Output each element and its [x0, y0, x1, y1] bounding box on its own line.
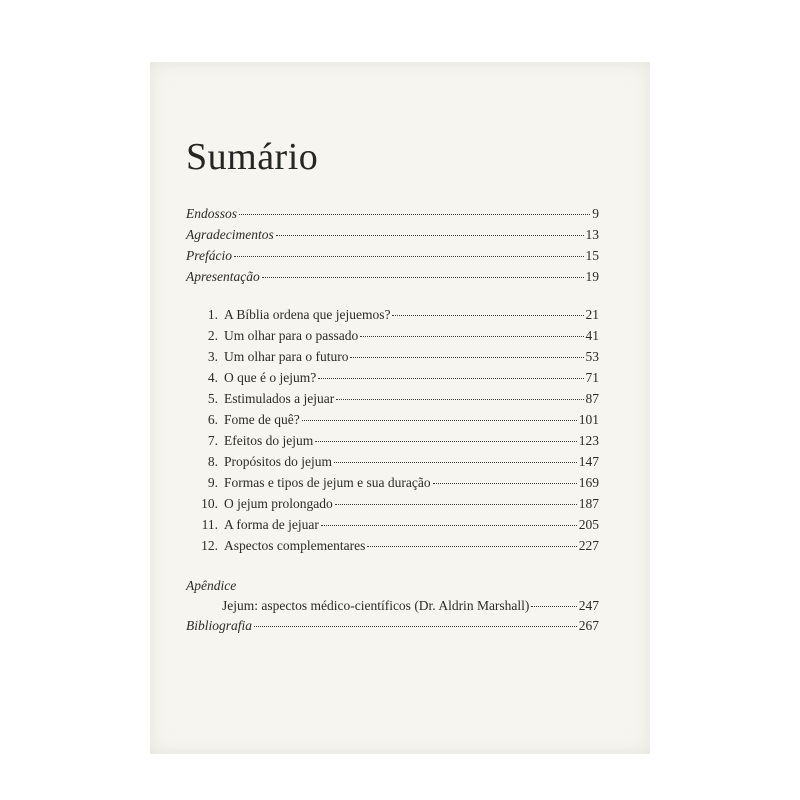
toc-chapter-7: [198, 432, 599, 450]
toc-entry-agradecimentos: [186, 226, 599, 244]
toc-entry-label: Agradecimentos: [186, 227, 274, 242]
chapter-number: 9.: [207, 475, 218, 490]
page-title: Sumário: [186, 136, 319, 178]
toc-chapter-3: [198, 348, 599, 366]
dot-leader: [239, 214, 590, 215]
chapter-label: Efeitos do jejum: [224, 433, 314, 448]
toc-chapter-5: [198, 390, 599, 408]
chapter-number: 11.: [201, 517, 218, 532]
toc-chapter-12: [198, 537, 599, 555]
chapter-number: 3.: [207, 349, 218, 364]
dot-leader: [360, 336, 583, 337]
toc-chapter-2: [198, 327, 599, 345]
chapter-label: Fome de quê?: [224, 412, 300, 427]
toc-chapter-8: [198, 453, 599, 471]
toc-chapter-11: [198, 516, 599, 534]
dot-leader: [531, 606, 576, 607]
toc-entry-bibliografia: [186, 617, 599, 635]
chapter-label: Um olhar para o passado: [224, 328, 359, 343]
dot-leader: [302, 420, 577, 421]
toc-entry-label: Apresentação: [186, 269, 260, 284]
dot-leader: [433, 483, 577, 484]
chapter-label: Propósitos do jejum: [224, 454, 333, 469]
chapter-number: 10.: [201, 496, 218, 511]
dot-leader: [234, 256, 584, 257]
chapter-page: 187: [578, 496, 599, 511]
dot-leader: [350, 357, 583, 358]
appendix-heading: Apêndice: [186, 578, 237, 593]
chapter-number: 5.: [207, 391, 218, 406]
chapter-number: 2.: [207, 328, 218, 343]
dot-leader: [367, 546, 576, 547]
chapter-number: 4.: [207, 370, 218, 385]
chapter-label: Um olhar para o futuro: [224, 349, 349, 364]
toc-chapter-9: [198, 474, 599, 492]
chapter-page: 87: [585, 391, 599, 406]
toc-entry-apresentacao: [186, 268, 599, 286]
toc-chapter-1: [198, 306, 599, 324]
toc-entry-label: Bibliografia: [186, 618, 253, 633]
chapter-label: A forma de jejuar: [224, 517, 319, 532]
toc-entry-endossos: [186, 205, 599, 223]
toc-entry-appendix: [222, 597, 599, 615]
dot-leader: [318, 378, 583, 379]
toc-entry-page: 9: [592, 206, 599, 221]
dot-leader: [262, 277, 584, 278]
dot-leader: [336, 399, 583, 400]
toc-chapter-10: [198, 495, 599, 513]
dot-leader: [254, 626, 577, 627]
chapter-label: O que é o jejum?: [224, 370, 317, 385]
dot-leader: [315, 441, 577, 442]
dot-leader: [392, 315, 583, 316]
chapter-page: 227: [578, 538, 599, 553]
chapter-page: 169: [578, 475, 599, 490]
toc-entry-page: 13: [585, 227, 599, 242]
chapter-page: 147: [578, 454, 599, 469]
chapter-label: Estimulados a jejuar: [224, 391, 335, 406]
toc-entry-page: 247: [578, 598, 599, 613]
chapter-page: 21: [585, 307, 599, 322]
chapter-label: Formas e tipos de jejum e sua duração: [224, 475, 431, 490]
toc-chapter-6: [198, 411, 599, 429]
chapter-page: 41: [585, 328, 599, 343]
toc-chapter-4: [198, 369, 599, 387]
chapter-label: A Bíblia ordena que jejuemos?: [224, 307, 391, 322]
chapter-number: 8.: [207, 454, 218, 469]
toc-entry-label: Endossos: [186, 206, 238, 221]
dot-leader: [276, 235, 584, 236]
chapter-number: 1.: [207, 307, 218, 322]
toc-entry-page: 15: [585, 248, 599, 263]
toc-entry-label: Prefácio: [186, 248, 232, 263]
toc-entry-page: 267: [578, 618, 599, 633]
toc-entry-prefacio: [186, 247, 599, 265]
dot-leader: [334, 462, 577, 463]
chapter-number: 7.: [207, 433, 218, 448]
chapter-page: 123: [578, 433, 599, 448]
toc-entry-label: Jejum: aspectos médico-científicos (Dr. Aldrin Marshall): [222, 598, 530, 613]
chapter-page: 71: [585, 370, 599, 385]
chapter-label: Aspectos complementares: [224, 538, 366, 553]
toc-entry-page: 19: [585, 269, 599, 284]
chapter-label: O jejum prolongado: [224, 496, 333, 511]
chapter-page: 101: [578, 412, 599, 427]
chapter-page: 205: [578, 517, 599, 532]
chapter-number: 6.: [207, 412, 218, 427]
dot-leader: [321, 525, 577, 526]
chapter-number: 12.: [201, 538, 218, 553]
dot-leader: [335, 504, 577, 505]
chapter-page: 53: [585, 349, 599, 364]
